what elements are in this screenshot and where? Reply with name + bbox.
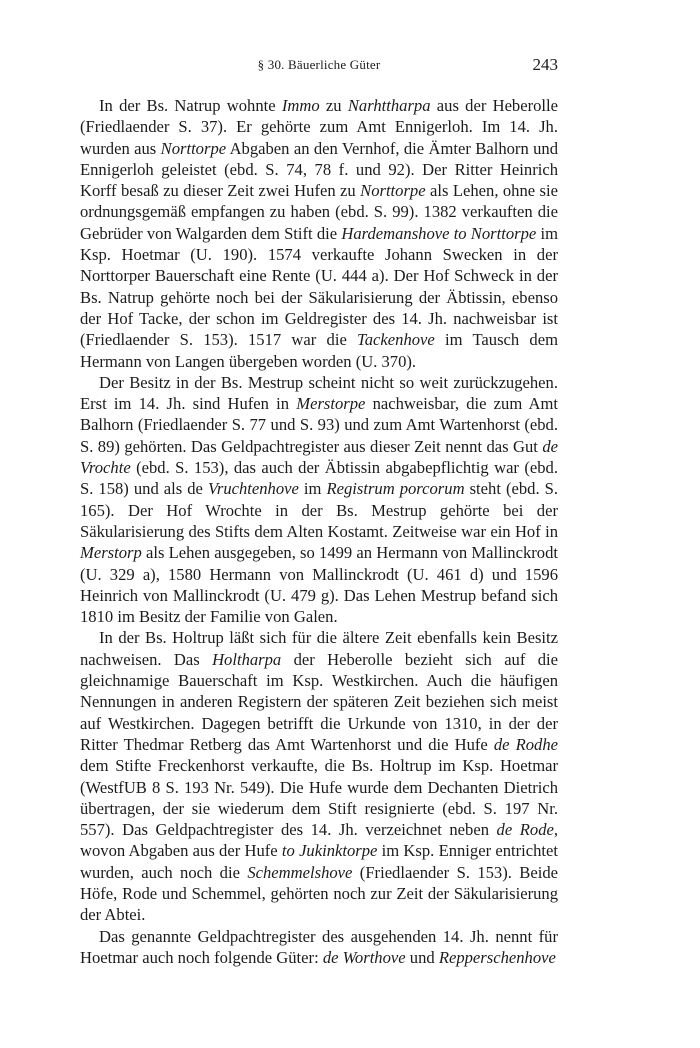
text-run: als Lehen ausgegeben, so 1499 an Hermann von Mallinckrodt (U. 329 a), 1580 Hermann von Mallinckrodt (U. 461 d) und 1596 Heinrich von Mallinckrodt (U. 479 g). Das Lehen Mestrup befand sich 1810 im Besitz der Familie von Galen.: [80, 543, 558, 627]
italic-term: Holtharpa: [212, 649, 282, 669]
italic-term: de Worthove: [322, 947, 406, 967]
italic-term: Tackenhove: [357, 330, 435, 350]
paragraph-mestrup: [80, 372, 558, 628]
text-run: der Heberolle bezieht sich auf die gleichnamige Bauerschaft im Ksp. Westkirchen. Auch die häufigen Nennungen in anderen Registern der späteren Zeit beziehen sich meist auf Westkirchen. Dagegen betrifft die Urkunde von 1310, in der der Ritter Thedmar Retberg das Amt Wartenhorst und die Hufe: [80, 649, 558, 754]
text-run: nachweisbar, die zum Amt Balhorn (Friedlaender S. 77 und S. 93) und zum Amt Wartenhorst (ebd. S. 89) gehörten. Das Geldpachtregister aus dieser Zeit nennt das Gut: [80, 394, 559, 456]
text-run: steht (ebd. S. 165). Der Hof Wrochte in der Bs. Mestrup gehörte bei der Säkularisierung des Stifts dem Alten Kostamt. Zeitweise war ein Hof in: [80, 479, 559, 541]
text-run: als Lehen, ohne sie ordnungsgemäß empfangen zu haben (ebd. S. 99). 1382 verkauften die Gebrüder von Walgarden dem Stift die: [80, 181, 558, 243]
italic-term: Registrum porcorum: [326, 479, 465, 499]
italic-term: de Vrochte: [80, 436, 558, 478]
text-run: (Friedlaender S. 153). Beide Höfe, Rode und Schemmel, gehörten noch zur Zeit der Säkularisierung der Abtei.: [80, 862, 559, 925]
text-run: Der Besitz in der Bs. Mestrup scheint nicht so weit zurückzugehen. Erst im 14. Jh. sind Hufen in: [80, 372, 558, 414]
paragraph-natrup: [80, 95, 558, 372]
page-number: 243: [532, 55, 558, 74]
italic-term: de Rode: [496, 820, 554, 840]
italic-term: Repperschenhove: [438, 947, 556, 967]
text-run: , wovon Abgaben aus der Hufe: [80, 820, 559, 861]
italic-term: to Jukinktorpe: [281, 841, 378, 861]
body-text: [80, 95, 558, 968]
text-run: im Tausch dem Hermann von Langen übergeben worden (U. 370).: [80, 330, 559, 371]
text-run: aus der Heberolle (Friedlaender S. 37). Er gehörte zum Amt Ennigerloh. Im 14. Jh. wurden aus: [80, 96, 559, 158]
text-run: im: [298, 479, 327, 499]
text-run: zu: [319, 96, 348, 115]
italic-term: Merstorpe: [296, 394, 366, 414]
section-title: § 30. Bäuerliche Güter: [257, 57, 381, 72]
italic-term: Merstorp: [80, 543, 142, 563]
italic-term: Narhttharpa: [347, 96, 431, 115]
running-header: [80, 57, 558, 81]
paragraph-holtrup: [80, 627, 558, 925]
italic-term: de Rodhe: [493, 734, 559, 754]
text-run: und: [405, 947, 439, 967]
text-run: In der Bs. Holtrup läßt sich für die ältere Zeit ebenfalls kein Besitz nachweisen. Das: [80, 628, 558, 669]
text-run: Das genannte Geldpachtregister des ausgehenden 14. Jh. nennt für Hoetmar auch noch folgende Güter:: [80, 926, 558, 967]
italic-term: Schemmelshove: [247, 862, 353, 882]
text-run: In der Bs. Natrup wohnte: [99, 96, 282, 115]
italic-term: Vruchtenhove: [207, 479, 299, 499]
text-run: Abgaben an den Vernhof, die Ämter Balhorn und Ennigerloh geleistet (ebd. S. 74, 78 f. und 92). Der Ritter Heinrich Korff besaß zu dieser Zeit zwei Hufen zu: [80, 138, 559, 201]
text-run: im Ksp. Hoetmar (U. 190). 1574 verkaufte Johann Swecken in der Norttorper Bauerschaft eine Rente (U. 444 a). Der Hof Schweck in der Bs. Natrup gehörte noch bei der Säkularisierung der Äbtissin, ebenso der Hof Tacke, der schon im Geldregister des 14. Jh. nachweisbar ist (Friedlaender S. 153). 1517 war die: [80, 223, 558, 350]
italic-term: Norttorpe: [360, 181, 426, 201]
text-run: dem Stifte Freckenhorst verkaufte, die Bs. Holtrup im Ksp. Hoetmar (WestfUB 8 S. 193 Nr. 549). Die Hufe wurde dem Dechanten Dietrich übertragen, der sie wiederum dem Stift resignierte (ebd. S. 197 Nr. 557). Das Geldpachtregister des 14. Jh. verzeichnet neben: [80, 756, 558, 840]
italic-term: Norttorpe: [160, 138, 227, 158]
italic-term: Hardemanshove to Norttorpe: [341, 223, 537, 243]
text-run: (ebd. S. 153), das auch der Äbtissin abgabepflichtig war (ebd. S. 158) und als de: [80, 458, 558, 499]
text-run: im Ksp. Enniger entrichtet wurden, auch noch die: [80, 841, 559, 882]
paragraph-geldpachtregister: [80, 926, 558, 969]
italic-term: Immo: [281, 96, 320, 115]
